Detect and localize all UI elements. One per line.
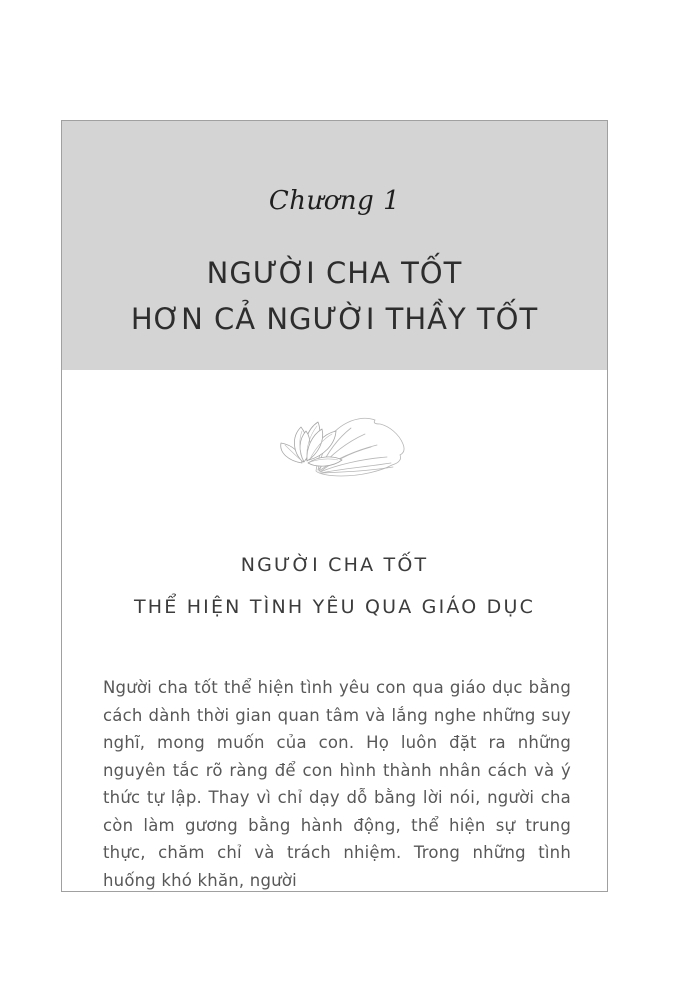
lotus-flower-icon (269, 401, 419, 487)
section-title (62, 544, 607, 628)
chapter-header-band (62, 121, 607, 370)
chapter-title (62, 250, 607, 342)
section-title-line-1: NGƯỜI CHA TỐT (240, 554, 429, 576)
section-title-line-2: THỂ HIỆN TÌNH YÊU QUA GIÁO DỤC (133, 596, 536, 618)
lotus-illustration (62, 401, 607, 491)
chapter-number-label: Chương 1 (268, 186, 401, 216)
body-paragraph: Người cha tốt thể hiện tình yêu con qua giáo dục bằng cách dành thời gian quan tâm và lắng nghe những suy nghĩ, mong muốn của con. Họ luôn đặt ra những nguyên tắc rõ ràng để con hình thành nhân cách và ý thức tự lập. Thay vì chỉ dạy dỗ bằng lời nói, người cha còn làm gương bằng hành động, thể hiện sự trung thực, chăm chỉ và trách nhiệm. Trong những tình huống khó khăn, người (103, 678, 571, 890)
page-border-box (61, 120, 608, 892)
chapter-title-line-1: NGƯỜI CHA TỐT (206, 256, 463, 290)
chapter-title-line-2: HƠN CẢ NGƯỜI THẦY TỐT (130, 302, 539, 336)
